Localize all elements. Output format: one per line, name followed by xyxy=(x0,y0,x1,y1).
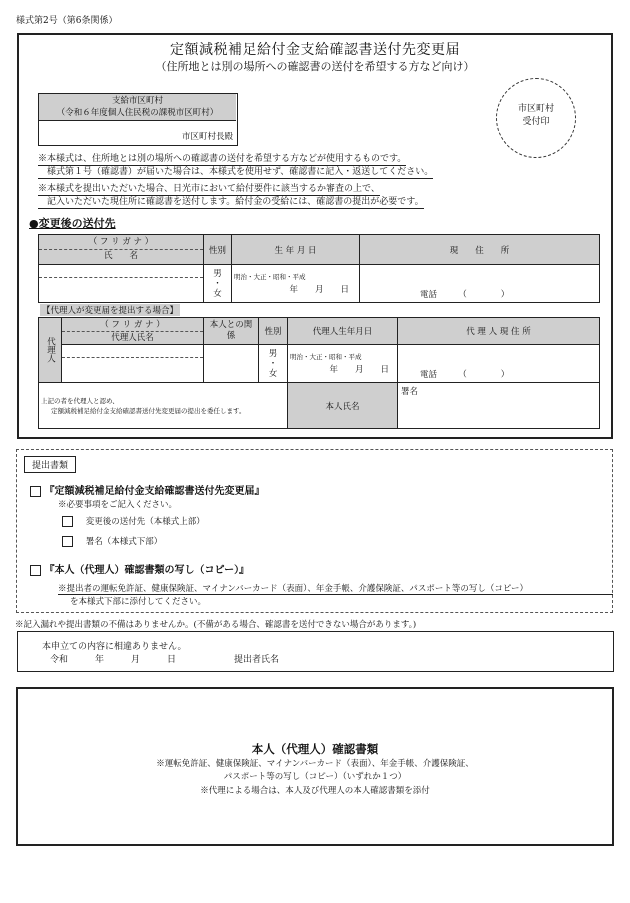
relation-field[interactable] xyxy=(204,345,259,383)
delegation-line2: 定額減税補足給付金支給確認書送付先変更届の提出を委任します。 xyxy=(51,406,246,415)
id-box-title: 本人（代理人）確認書類 xyxy=(251,742,379,756)
note-line: ※本様式を提出いただいた場合、日光市において給付要件に該当するか審査の上で、 xyxy=(38,184,380,194)
id-box-note: ※代理による場合は、本人及び代理人の本人確認書類を添付 xyxy=(200,786,430,796)
proxy-furigana-field[interactable] xyxy=(62,345,203,358)
proxy-name-header: 代理人氏名 xyxy=(111,332,154,343)
delegation-statement xyxy=(39,383,288,429)
addressee-line2: （令和６年度個人住民税の課税市区町村） xyxy=(56,108,219,118)
declaration-box xyxy=(17,631,614,672)
male-option[interactable]: 男 xyxy=(268,348,278,359)
addressee-name: 市区町村長殿 xyxy=(181,132,233,142)
proxy-furigana-header: （ フ リ ガ ナ ） xyxy=(62,319,203,332)
proxy-name-field[interactable] xyxy=(62,345,204,383)
note-line: ※本様式は、住所地とは別の場所への確認書の送付を希望する方などが使用するものです。 xyxy=(38,154,407,164)
era-options: 明治・大正・昭和・平成 xyxy=(234,273,306,281)
submission-item-id-copy[interactable] xyxy=(30,561,249,576)
reception-stamp-area xyxy=(496,78,576,158)
declaration-text: 本申立ての内容に相違ありません。 xyxy=(42,642,187,652)
female-option[interactable]: 女 xyxy=(213,288,222,299)
proxy-address-field[interactable] xyxy=(398,345,600,383)
proxy-table xyxy=(38,317,600,429)
id-box-note: パスポート等の写し（コピー）（いずれか１つ） xyxy=(223,772,407,782)
male-option[interactable]: 男 xyxy=(213,268,222,279)
proxy-birthdate-field[interactable] xyxy=(288,345,398,383)
era-options: 明治・大正・昭和・平成 xyxy=(290,353,362,361)
checkbox[interactable] xyxy=(62,516,73,527)
form-subtitle: （住所地とは別の場所への確認書の送付を希望する方など向け） xyxy=(155,60,475,73)
id-box-note: ※運転免許証、健康保険証、マイナンバーカード（表面）、年金手帳、介護保険証、 xyxy=(156,759,474,769)
applicant-table xyxy=(38,234,600,303)
birthdate-field[interactable] xyxy=(232,265,360,303)
gender-field[interactable] xyxy=(204,265,232,303)
addressee-line1: 支給市区町村 xyxy=(111,96,163,106)
proxy-gender-field[interactable] xyxy=(259,345,288,383)
sub-item-destination[interactable] xyxy=(62,515,205,527)
date-placeholder: 年 月 日 xyxy=(289,285,349,295)
addressee-box xyxy=(38,93,238,146)
address-header: 現 住 所 xyxy=(360,235,600,265)
furigana-header: （ フ リ ガ ナ ） xyxy=(39,236,203,250)
item-note: ※提出者の運転免許証、健康保険証、マイナンバーカード（表面）、年金手帳、介護保険証、パスポート等の写し（コピー） xyxy=(58,582,613,595)
birthdate-header: 生 年 月 日 xyxy=(232,235,360,265)
checkbox[interactable] xyxy=(62,536,73,547)
note-line: 様式第１号（確認書）が届いた場合は、本様式を使用せず、確認書に記入・返送してください。 xyxy=(38,167,434,177)
address-field[interactable] xyxy=(360,265,600,303)
separator-dot: ・ xyxy=(213,278,222,289)
name-header: 氏 名 xyxy=(103,251,138,261)
separator-dot: ・ xyxy=(268,358,278,369)
submission-label: 提出書類 xyxy=(24,456,76,473)
item-note: を本様式下部に添付してください。 xyxy=(70,597,207,607)
gender-header: 性別 xyxy=(204,235,232,265)
signature-label: 署名 xyxy=(401,387,419,397)
form-number: 様式第2号（第6条関係） xyxy=(16,16,118,26)
stamp-line2: 受付印 xyxy=(522,117,550,127)
warning-text: ※記入漏れや提出書類の不備はありませんか。(不備がある場合、確認書を送付できない場合があります。) xyxy=(15,620,417,630)
phone-label: 電話 （ ） xyxy=(420,290,510,300)
submitter-name-label: 提出者氏名 xyxy=(234,655,280,665)
submission-item-form[interactable] xyxy=(30,482,264,497)
proxy-section-label: 【代理人が変更届を提出する場合】 xyxy=(42,306,179,316)
furigana-field[interactable] xyxy=(39,265,203,278)
sub-item-label: 署名（本様式下部） xyxy=(85,537,163,547)
item-note: ※必要事項をご記入ください。 xyxy=(58,500,178,510)
proxy-birthdate-header: 代理人生年月日 xyxy=(288,318,398,345)
sub-item-label: 変更後の送付先（本様式上部） xyxy=(85,517,205,527)
female-option[interactable]: 女 xyxy=(268,368,278,379)
addressee-header xyxy=(39,94,236,121)
name-field[interactable] xyxy=(39,265,204,303)
date-placeholder: 年 月 日 xyxy=(329,365,389,375)
sub-item-signature[interactable] xyxy=(62,535,162,547)
item-title: 『本人（代理人）確認書類の写し（コピー）』 xyxy=(44,565,250,576)
delegation-line1: 上記の者を代理人と認め、 xyxy=(41,396,119,405)
proxy-gender-header: 性別 xyxy=(259,318,288,345)
principal-signature-field[interactable] xyxy=(398,383,600,429)
declaration-date[interactable]: 令和 年 月 日 xyxy=(50,655,177,665)
checkbox[interactable] xyxy=(30,565,41,576)
checkbox[interactable] xyxy=(30,486,41,497)
section-title: ●変更後の送付先 xyxy=(29,217,116,230)
relation-header: 本人との関係 xyxy=(204,318,259,345)
item-title: 『定額減税補足給付金支給確認書送付先変更届』 xyxy=(44,486,265,497)
principal-name-header: 本人氏名 xyxy=(288,383,398,429)
note-line: 記入いただいた現住所に確認書を送付します。給付金の受給には、確認書の提出が必要です。 xyxy=(38,197,424,207)
proxy-address-header: 代 理 人 現 住 所 xyxy=(398,318,600,345)
proxy-side-label: 代理人 xyxy=(39,318,62,383)
phone-label: 電話 （ ） xyxy=(420,370,510,380)
stamp-line1: 市区町村 xyxy=(517,104,554,114)
form-title: 定額減税補足給付金支給確認書送付先変更届 xyxy=(170,42,460,58)
